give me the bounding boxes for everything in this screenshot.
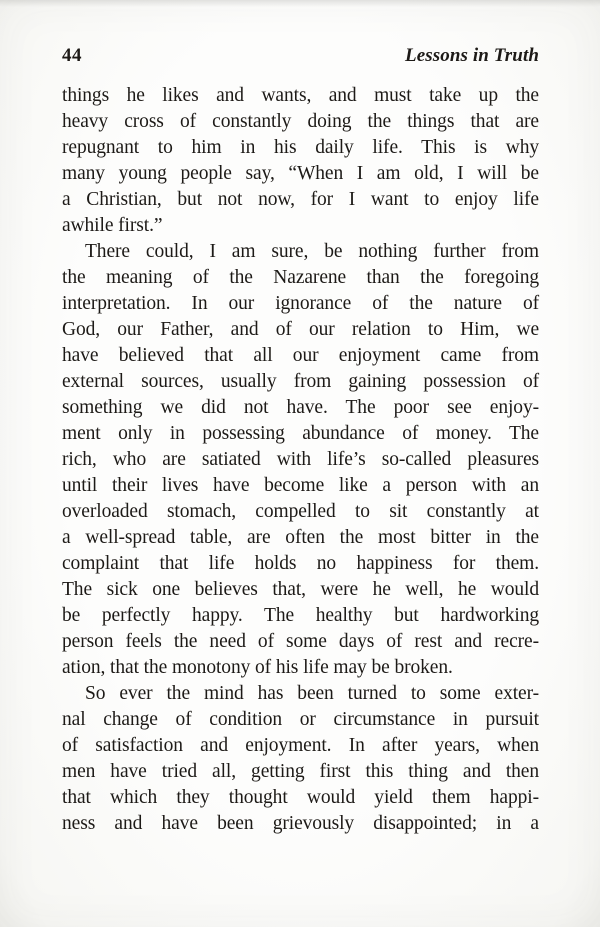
text-line: many young people say, “When I am old, I will be <box>62 163 539 184</box>
paragraph <box>62 681 539 837</box>
text-line: that which they thought would yield them happi- <box>62 787 539 808</box>
text-line: something we did not have. The poor see enjoy- <box>62 397 539 418</box>
paragraph <box>62 239 539 681</box>
text-line: be perfectly happy. The healthy but hardworking <box>62 605 539 626</box>
text-line: repugnant to him in his daily life. This is why <box>62 137 539 158</box>
text-line: ment only in possessing abundance of money. The <box>62 423 539 444</box>
text-line: things he likes and wants, and must take up the <box>62 85 539 106</box>
text-line: rich, who are satiated with life’s so-called pleasures <box>62 449 539 470</box>
text-line: There could, I am sure, be nothing further from <box>85 241 539 262</box>
running-head <box>62 44 539 68</box>
text-line: external sources, usually from gaining possession of <box>62 371 539 392</box>
text-line: God, our Father, and of our relation to Him, we <box>62 319 539 340</box>
text-line: So ever the mind has been turned to some exter- <box>85 683 539 704</box>
text-line: ation, that the monotony of his life may be broken. <box>62 657 453 678</box>
text-line: have believed that all our enjoyment came from <box>62 345 539 366</box>
text-line: nal change of condition or circumstance in pursuit <box>62 709 539 730</box>
text-line: person feels the need of some days of rest and recre- <box>62 631 539 652</box>
text-line: heavy cross of constantly doing the things that are <box>62 111 539 132</box>
text-line: the meaning of the Nazarene than the foregoing <box>62 267 539 288</box>
text-line: interpretation. In our ignorance of the nature of <box>62 293 539 314</box>
page-number: 44 <box>62 45 82 66</box>
text-line: a Christian, but not now, for I want to enjoy life <box>62 189 539 210</box>
text-line: a well-spread table, are often the most bitter in the <box>62 527 539 548</box>
paragraph <box>62 83 539 239</box>
page-content <box>62 44 539 837</box>
text-line: awhile first.” <box>62 215 163 236</box>
running-title: Lessons in Truth <box>405 45 539 66</box>
text-line: The sick one believes that, were he well, he would <box>62 579 539 600</box>
text-line: of satisfaction and enjoyment. In after years, when <box>62 735 539 756</box>
text-line: complaint that life holds no happiness for them. <box>62 553 539 574</box>
text-line: ness and have been grievously disappointed; in a <box>62 813 539 834</box>
text-line: until their lives have become like a person with an <box>62 475 539 496</box>
text-line: overloaded stomach, compelled to sit constantly at <box>62 501 539 522</box>
text-line: men have tried all, getting first this thing and then <box>62 761 539 782</box>
